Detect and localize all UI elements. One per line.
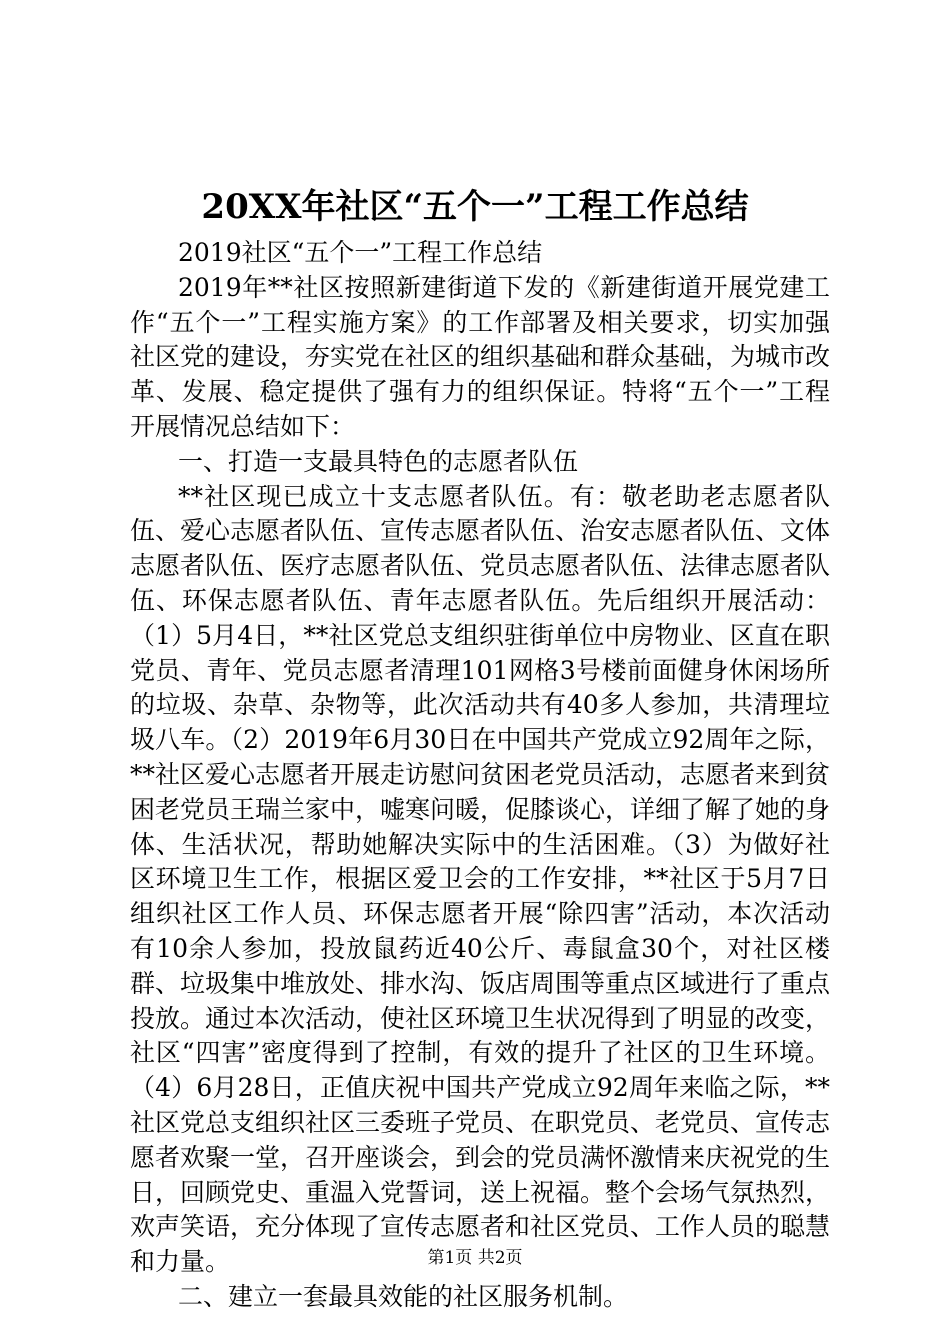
page-number-footer: 第1页 共2页 <box>427 1248 523 1268</box>
section-1-paragraph: **社区现已成立十支志愿者队伍。有：敬老助老志愿者队伍、爱心志愿者队伍、宣传志愿者队伍、治安志愿者队伍、文体志愿者队伍、医疗志愿者队伍、党员志愿者队伍、法律志愿者队伍、环保志愿者队伍、青年志愿者队伍。先后组织开展活动：（1）5月4日，**社区党总支组织驻街单位中房物业、区直在职党员、青年、党员志愿者清理101网格3号楼前面健身休闲场所的垃圾、杂草、杂物等，此次活动共有40多人参加，共清理垃圾八车。（2）2019年6月30日在中国共产党成立92周年之际，**社区爱心志愿者开展走访慰问贫困老党员活动，志愿者来到贫困老党员王瑞兰家中，嘘寒问暖，促膝谈心，详细了解了她的身体、生活状况，帮助她解决实际中的生活困难。（3）为做好社区环境卫生工作，根据区爱卫会的工作安排，**社区于5月7日组织社区工作人员、环保志愿者开展“除四害”活动，本次活动有10余人参加，投放鼠药近40公斤、毒鼠盒30个，对社区楼群、垃圾集中堆放处、排水沟、饭店周围等重点区域进行了重点投放。通过本次活动，使社区环境卫生状况得到了明显的改变，社区“四害”密度得到了控制，有效的提升了社区的卫生环境。（4）6月28日，正值庆祝中国共产党成立92周年来临之际，**社区党总支组织社区三委班子党员、在职党员、老党员、宣传志愿者欢聚一堂，召开座谈会，到会的党员满怀激情来庆祝党的生日，回顾党史、重温入党誓词，送上祝福。整个会场气氛热烈，欢声笑语，充分体现了宣传志愿者和社区党员、工作人员的聪慧和力量。 <box>130 481 831 1277</box>
subtitle-paragraph: 2019社区“五个一”工程工作总结 <box>178 238 543 267</box>
document-body <box>130 236 830 1315</box>
section-heading-1: 一、打造一支最具特色的志愿者队伍 <box>178 446 579 476</box>
document-title: 20XX年社区“五个一”工程工作总结 <box>201 187 749 227</box>
section-heading-2: 二、建立一套最具效能的社区服务机制。 <box>178 1281 629 1311</box>
intro-paragraph: 2019年**社区按照新建街道下发的《新建街道开展党建工作“五个一”工程实施方案》的工作部署及相关要求，切实加强社区党的建设，夯实党在社区的组织基础和群众基础，为城市改革、发展、稳定提供了强有力的组织保证。特将“五个一”工程开展情况总结如下： <box>130 272 831 441</box>
